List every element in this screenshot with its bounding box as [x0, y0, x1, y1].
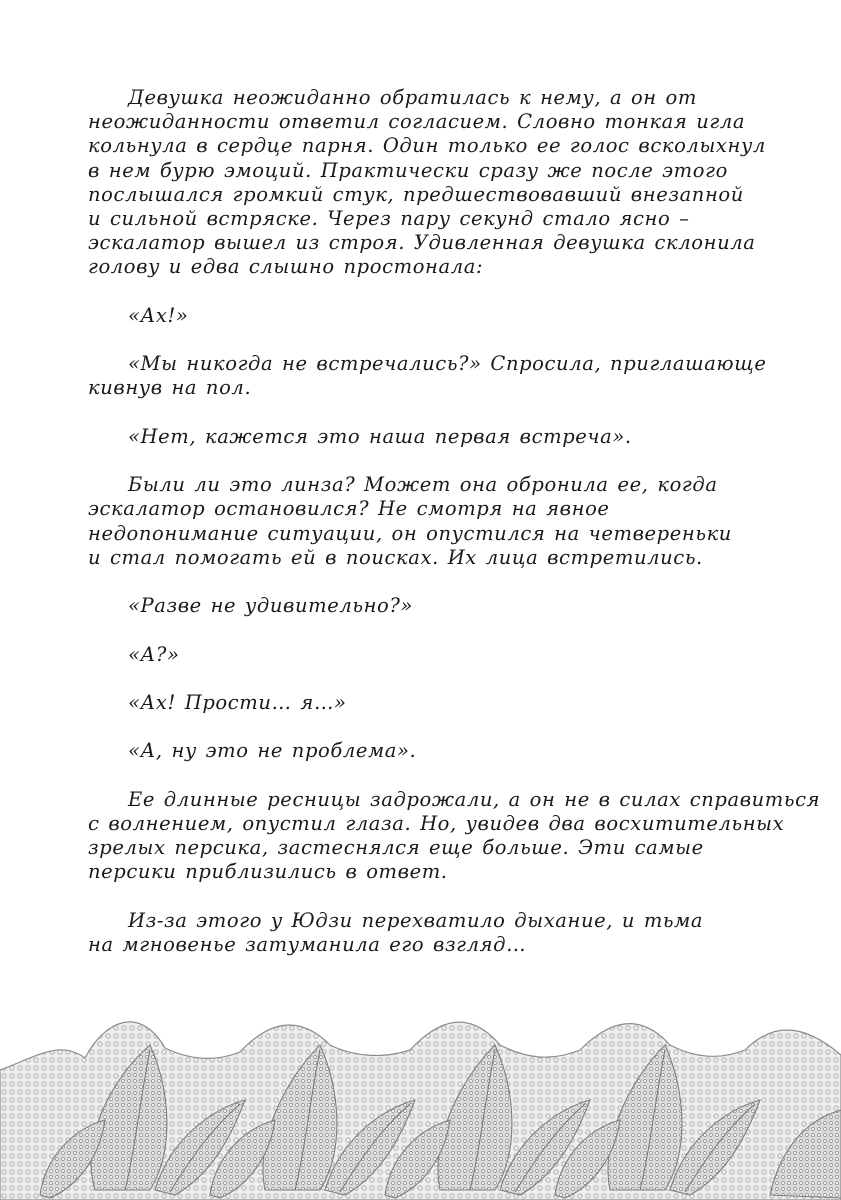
- text-line: и сильной встряске. Через пару секунд стало ясно –: [88, 207, 690, 231]
- paragraph-5: [48, 473, 808, 570]
- text-line: зрелых персика, застеснялся еще больше. Эти самые: [88, 836, 704, 860]
- paragraph-1: [48, 86, 808, 280]
- text-line: Девушка неожиданно обратилась к нему, а он от: [128, 86, 697, 109]
- text-line: с волнением, опустил глаза. Но, увидев два восхитительных: [88, 811, 785, 835]
- text-line: послышался громкий стук, предшествовавший внезапной: [88, 182, 744, 206]
- paragraph-10: [48, 787, 821, 885]
- dialogue-line: «Нет, кажется это наша первая встреча».: [128, 424, 632, 448]
- paragraph-7: [48, 643, 808, 667]
- paragraph-8: [48, 691, 808, 715]
- paragraph-9: [48, 739, 808, 763]
- paragraph-2: [48, 304, 808, 328]
- paragraph-3: [48, 352, 808, 400]
- paragraph-4: [48, 425, 808, 449]
- dialogue-line: «Разве не удивительно?»: [128, 594, 413, 618]
- text-line: Были ли это линза? Может она обронила ее, когда: [128, 473, 718, 497]
- dialogue-line: «Ах!»: [128, 303, 189, 327]
- text-line: и стал помогать ей в поисках. Их лица встретились.: [88, 545, 703, 569]
- text-line: кольнула в сердце парня. Один только ее голос всколыхнул: [88, 134, 766, 158]
- text-line: кивнув на пол.: [88, 376, 252, 400]
- dialogue-line: «А, ну это не проблема».: [128, 739, 417, 763]
- text-line: недопонимание ситуации, он опустился на четвереньки: [88, 521, 732, 545]
- text-line: Из-за этого у Юдзи перехватило дыхание, и тьма: [128, 908, 704, 932]
- text-line: персики приблизились в ответ.: [88, 860, 448, 884]
- paragraph-6: [48, 594, 808, 618]
- text-line: Ее длинные ресницы задрожали, а он не в силах справиться: [128, 787, 821, 811]
- dialogue-line: «Ах! Прости… я…»: [128, 690, 347, 714]
- dialogue-line: «А?»: [128, 642, 180, 666]
- text-line: в нем бурю эмоций. Практически сразу же после этого: [88, 158, 728, 182]
- dialogue-line: «Мы никогда не встречались?» Спросила, приглашающе: [128, 352, 767, 376]
- text-line: голову и едва слышно простонала:: [88, 255, 484, 279]
- text-line: неожиданности ответил согласием. Словно тонкая игла: [88, 110, 746, 134]
- text-line: эскалатор вышел из строя. Удивленная девушка склонила: [88, 231, 756, 255]
- paragraph-11: [48, 909, 808, 957]
- lace-border-decoration: [0, 1000, 841, 1200]
- text-line: на мгновенье затуманила его взгляд…: [88, 932, 527, 956]
- narrative-text: [48, 86, 821, 981]
- text-line: эскалатор остановился? Не смотря на явное: [88, 497, 610, 521]
